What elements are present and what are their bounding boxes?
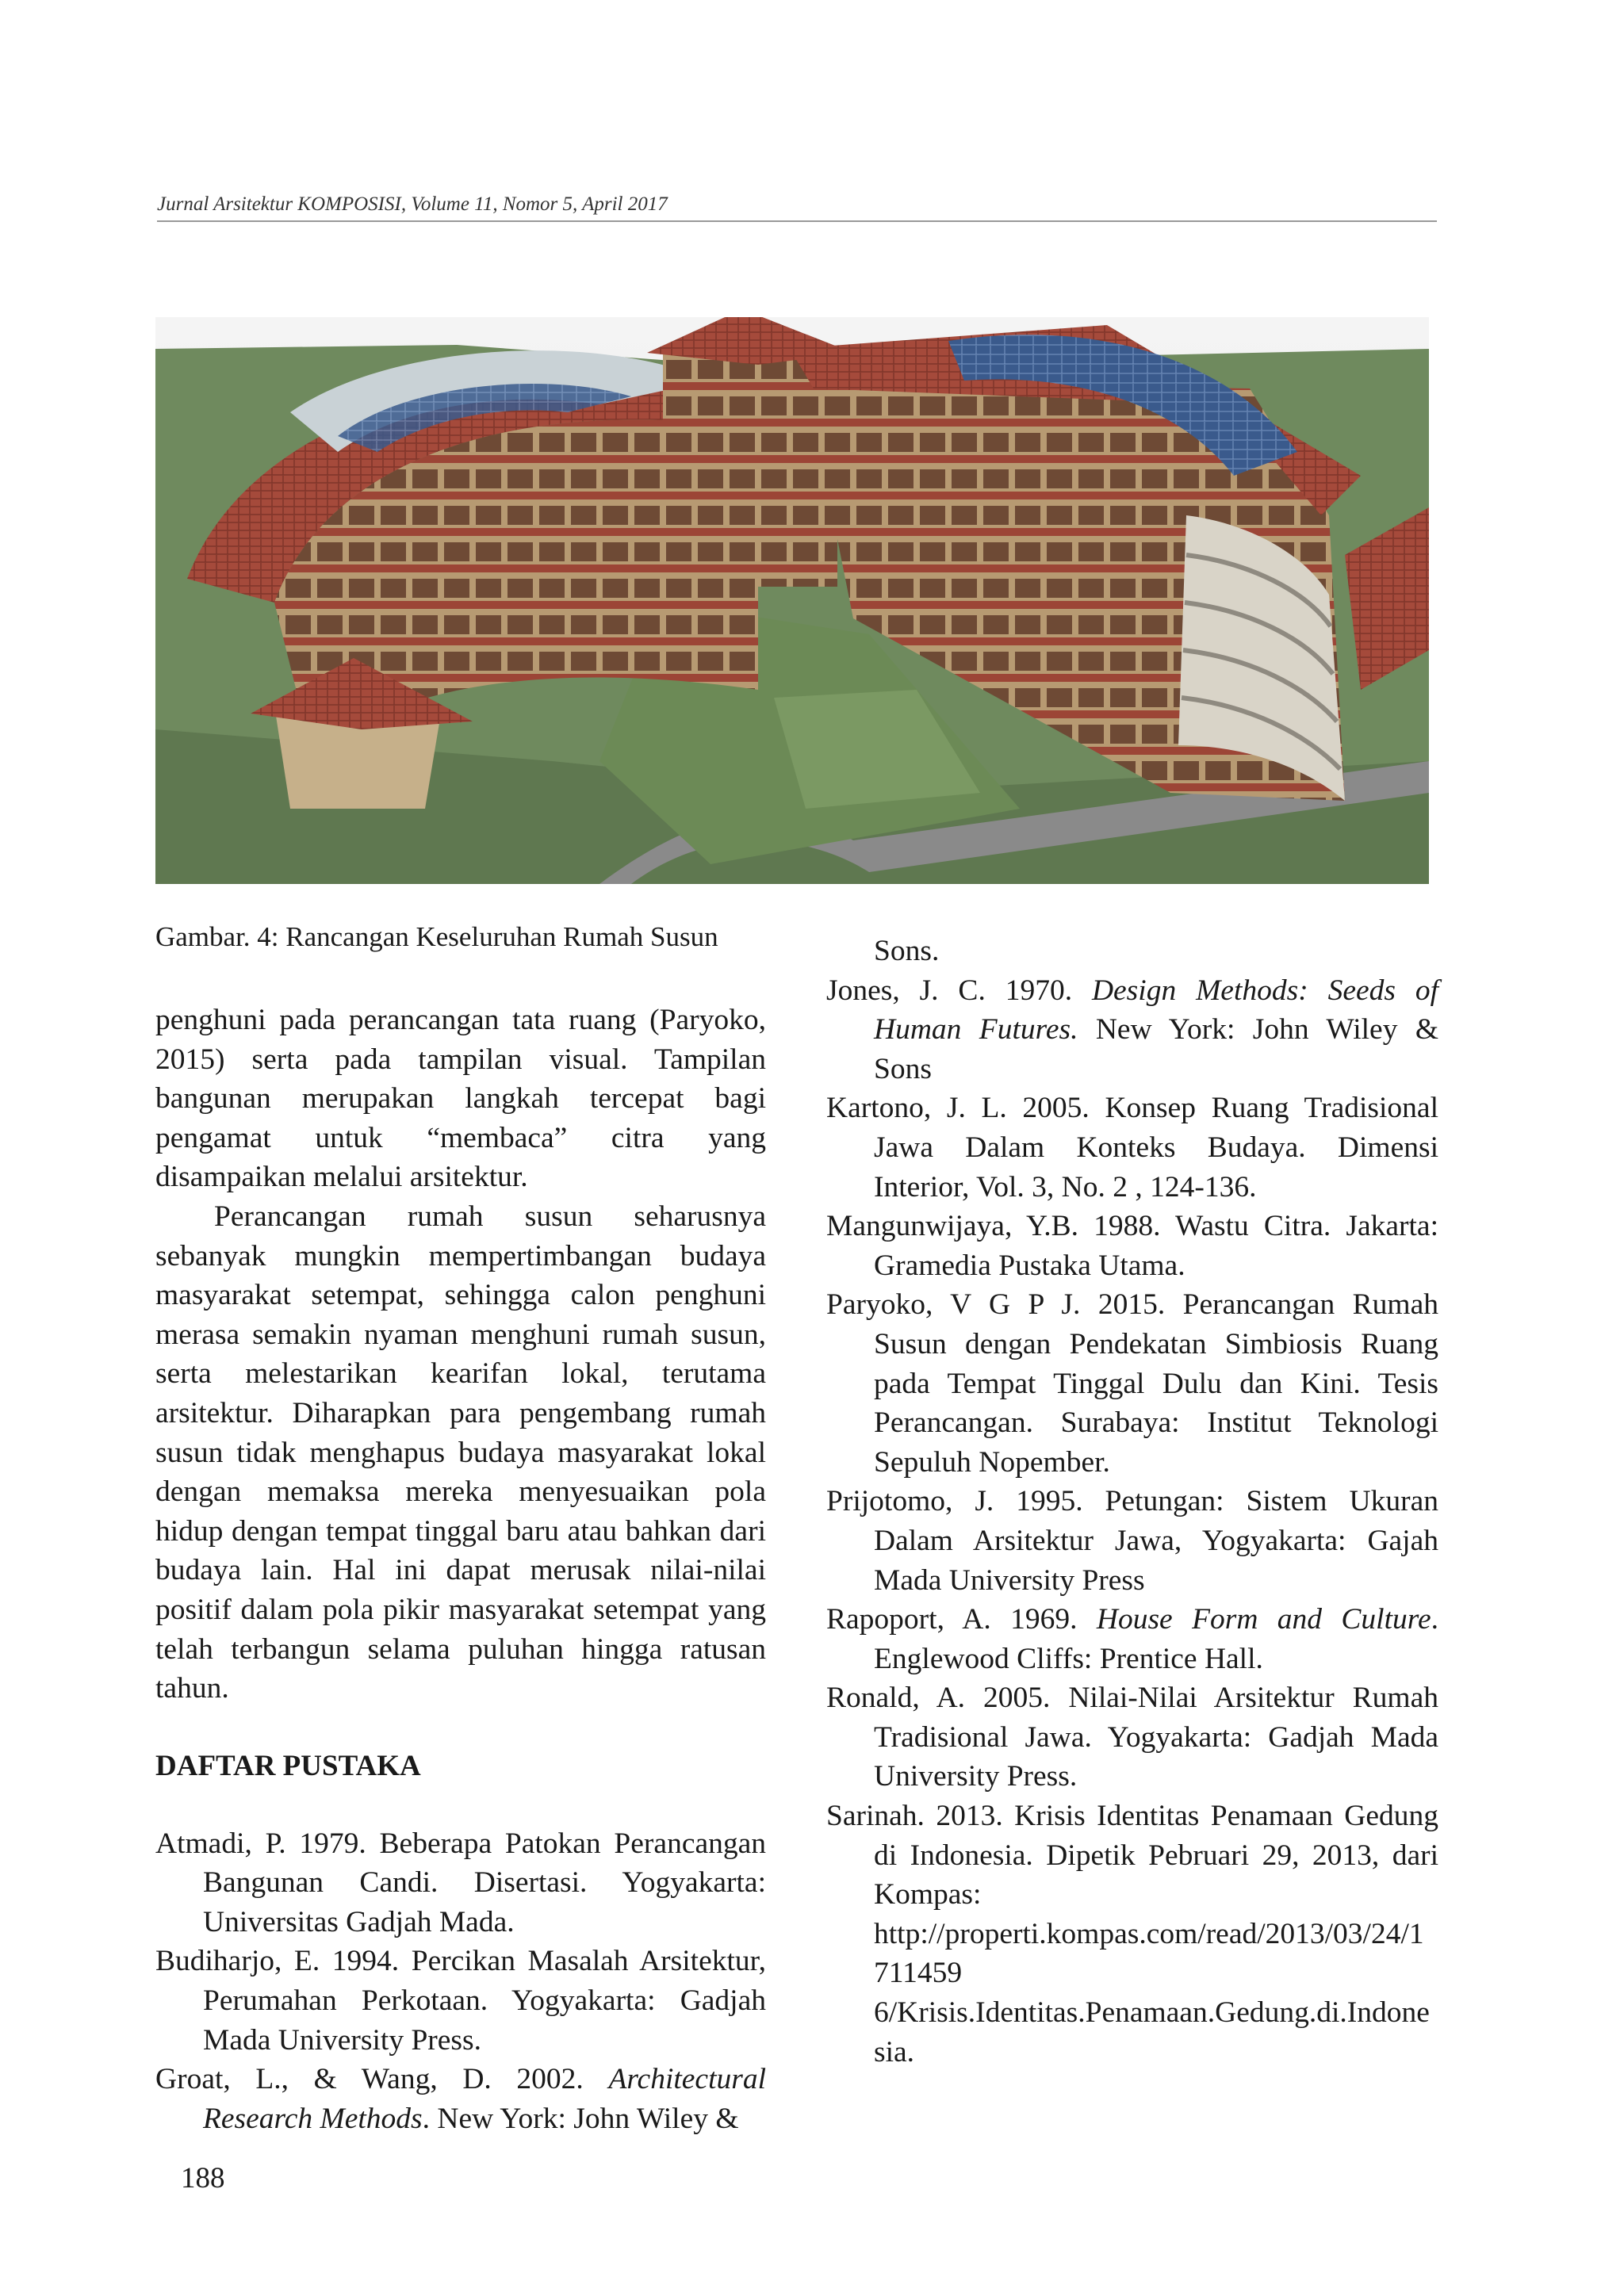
reference-item: Atmadi, P. 1979. Beberapa Patokan Perancangan Bangunan Candi. Disertasi. Yogyakarta: Universitas Gadjah Mada. <box>155 1827 766 1938</box>
reference-authors: Rapoport, A. 1969. <box>826 1603 1097 1636</box>
reference-title: House Form and Culture <box>1096 1603 1431 1636</box>
page-number: 188 <box>181 2162 225 2195</box>
reference-publisher: . New York: John Wiley & <box>422 2102 739 2135</box>
reference-item: Paryoko, V G P J. 2015. Perancangan Rumah Susun dengan Pendekatan Simbiosis Ruang pada Tempat Tinggal Dulu dan Kini. Tesis Perancangan. Surabaya: Institut Teknologi Sepuluh Nopember. <box>826 1288 1438 1479</box>
reference-item <box>826 1600 1438 1678</box>
body-paragraph: Perancangan rumah susun seharusnya sebanyak mungkin mempertimbangan budaya masyarakat setempat, sehingga calon penghuni merasa semakin nyaman menghuni rumah susun, serta melestarikan kearifan lokal, terutama arsitektur. Diharapkan para pengembang rumah susun tidak menghapus budaya masyarakat lokal dengan memaksa mereka menyesuaikan pola hidup dengan tempat tinggal baru atau bahkan dari budaya lain. Hal ini dapat merusak nilai-nilai positif dalam pola pikir masyarakat setempat yang telah terbangun selama puluhan hingga ratusan tahun. <box>155 1200 766 1705</box>
reference-item: Mangunwijaya, Y.B. 1988. Wastu Citra. Jakarta: Gramedia Pustaka Utama. <box>826 1210 1438 1282</box>
reference-continuation: Sons. <box>874 935 940 967</box>
figure-caption: Gambar. 4: Rancangan Keseluruhan Rumah Susun <box>155 921 718 952</box>
reference-item <box>155 2060 766 2138</box>
reference-item: Ronald, A. 2005. Nilai-Nilai Arsitektur Rumah Tradisional Jawa. Yogyakarta: Gadjah Mada University Press. <box>826 1682 1438 1793</box>
reference-item: Prijotomo, J. 1995. Petungan: Sistem Ukuran Dalam Arsitektur Jawa, Yogyakarta: Gajah Mada University Press <box>826 1485 1438 1597</box>
reference-authors: Jones, J. C. 1970. <box>826 974 1092 1007</box>
reference-authors: Groat, L., & Wang, D. 2002. <box>155 2063 609 2096</box>
building-rendering-image <box>155 317 1429 884</box>
reference-item: Budiharjo, E. 1994. Percikan Masalah Arsitektur, Perumahan Perkotaan. Yogyakarta: Gadjah Mada University Press. <box>155 1945 766 2057</box>
header-rule <box>157 220 1437 222</box>
reference-item <box>826 971 1438 1089</box>
running-header: Jurnal Arsitektur KOMPOSISI, Volume 11, Nomor 5, April 2017 <box>157 193 668 215</box>
reference-title: Architectural Research Methods <box>203 2063 766 2135</box>
right-column <box>826 932 1438 2072</box>
building-rendering-figure <box>155 317 1429 884</box>
left-column <box>155 1001 766 2138</box>
reference-publisher: New York: John Wiley & Sons <box>874 1013 1439 1085</box>
reference-item: Sarinah. 2013. Krisis Identitas Penamaan Gedung di Indonesia. Dipetik Pebruari 29, 2013, dari Kompas: http://properti.kompas.com/read/2013/03/24/1711459​6/Krisis.Identitas.Penamaan.Gedung.di.Indonesia. <box>826 1800 1438 2068</box>
reference-publisher: . Englewood Cliffs: Prentice Hall. <box>874 1603 1438 1675</box>
body-paragraph: penghuni pada perancangan tata ruang (Paryoko, 2015) serta pada tampilan visual. Tampilan bangunan merupakan langkah tercepat bagi pengamat untuk “membaca” citra yang disampaikan melalui arsitektur. <box>155 1004 766 1194</box>
reference-item: Kartono, J. L. 2005. Konsep Ruang Tradisional Jawa Dalam Konteks Budaya. Dimensi Interior, Vol. 3, No. 2 , 124-136. <box>826 1092 1438 1203</box>
reference-title: Design Methods: Seeds of Human Futures. <box>874 974 1439 1047</box>
references-heading: DAFTAR PUSTAKA <box>155 1749 421 1782</box>
